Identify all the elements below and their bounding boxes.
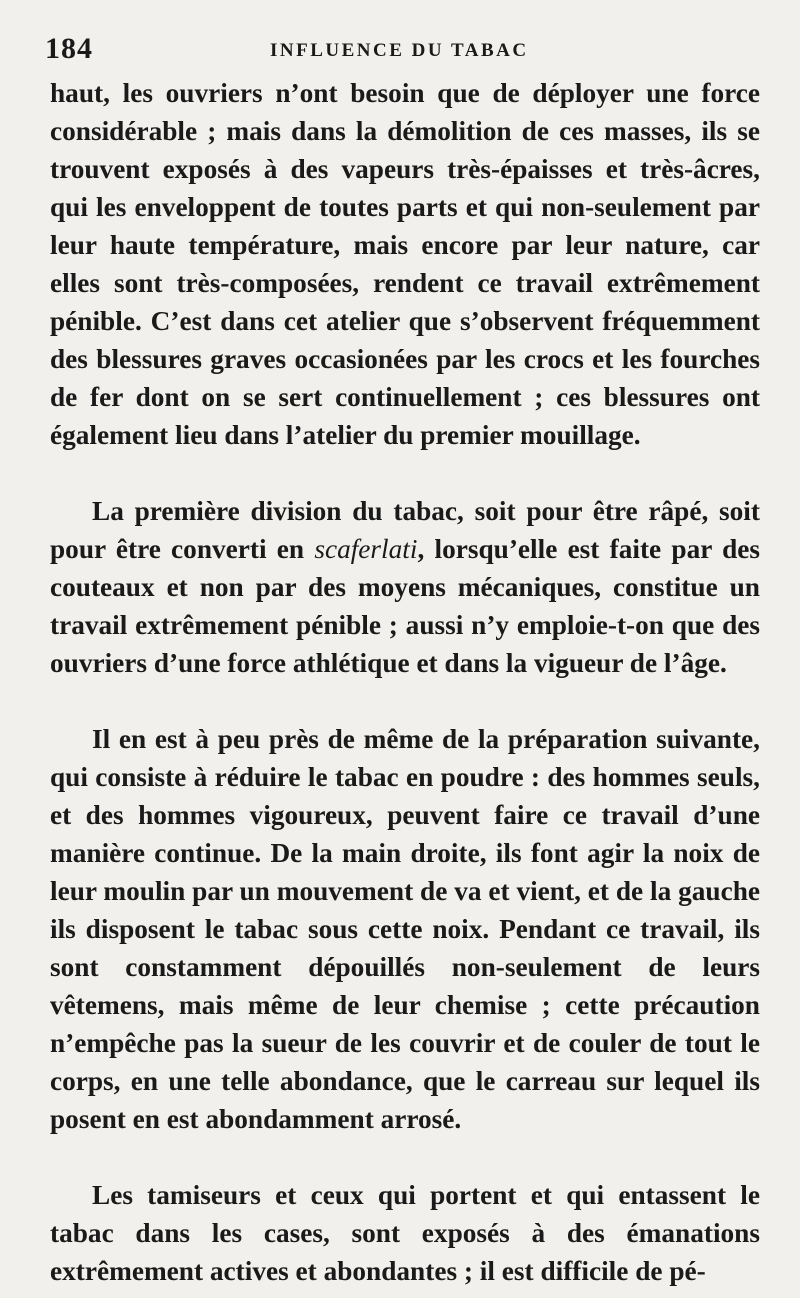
running-header <box>45 30 765 70</box>
paragraph-premiere-division <box>50 492 760 720</box>
paragraph-poudre: Il en est à peu près de même de la préparation suivante, qui consiste à réduire le tabac en poudre : des hommes seuls, et des hommes vigoureux, peuvent faire ce travail d’une manière continue. De la main droite, ils font agir la noix de leur moulin par un mouvement de va et vient, et de la gauche ils disposent le tabac sous cette noix. Pendant ce travail, ils sont constamment dépouillés non-seulement de leurs vêtemens, mais même de leur chemise ; cette précaution n’empêche pas la sueur de les couvrir et de couler de tout le corps, en une telle abondance, que le carreau sur lequel ils posent en est abondamment arrosé. <box>50 724 760 1134</box>
paragraph-tamiseurs: Les tamiseurs et ceux qui portent et qui entassent le tabac dans les cases, sont exposés à des émanations extrêmement actives et abondantes ; il est difficile de pé- <box>50 1180 760 1286</box>
page-number: 184 <box>45 32 93 65</box>
running-title: INFLUENCE DU TABAC <box>270 40 529 61</box>
paragraph-text: La première division du tabac, soit pour être râpé, soit pour être converti en <box>50 496 760 564</box>
italic-term: scaferlati <box>314 534 418 564</box>
paragraph-continued: haut, les ouvriers n’ont besoin que de déployer une force considérable ; mais dans la démolition de ces masses, ils se trouvent exposés à des vapeurs très-épaisses et très-âcres, qui les enveloppent de toutes parts et qui non-seulement par leur haute température, mais encore par leur nature, car elles sont très-composées, rendent ce travail extrêmement pénible. C’est dans cet atelier que s’observent fréquemment des blessures graves occasionées par les crocs et les fourches de fer dont on se sert continuellement ; ces blessures ont également lieu dans l’atelier du premier mouillage. <box>50 78 760 450</box>
page-body <box>50 74 760 1290</box>
paragraph-text: , lorsqu’elle est faite par des couteaux et non par des moyens mécaniques, constitue un travail extrêmement pénible ; aussi n’y emploie-t-on que des ouvriers d’une force athlétique et dans la vigueur de l’âge. <box>50 534 761 678</box>
